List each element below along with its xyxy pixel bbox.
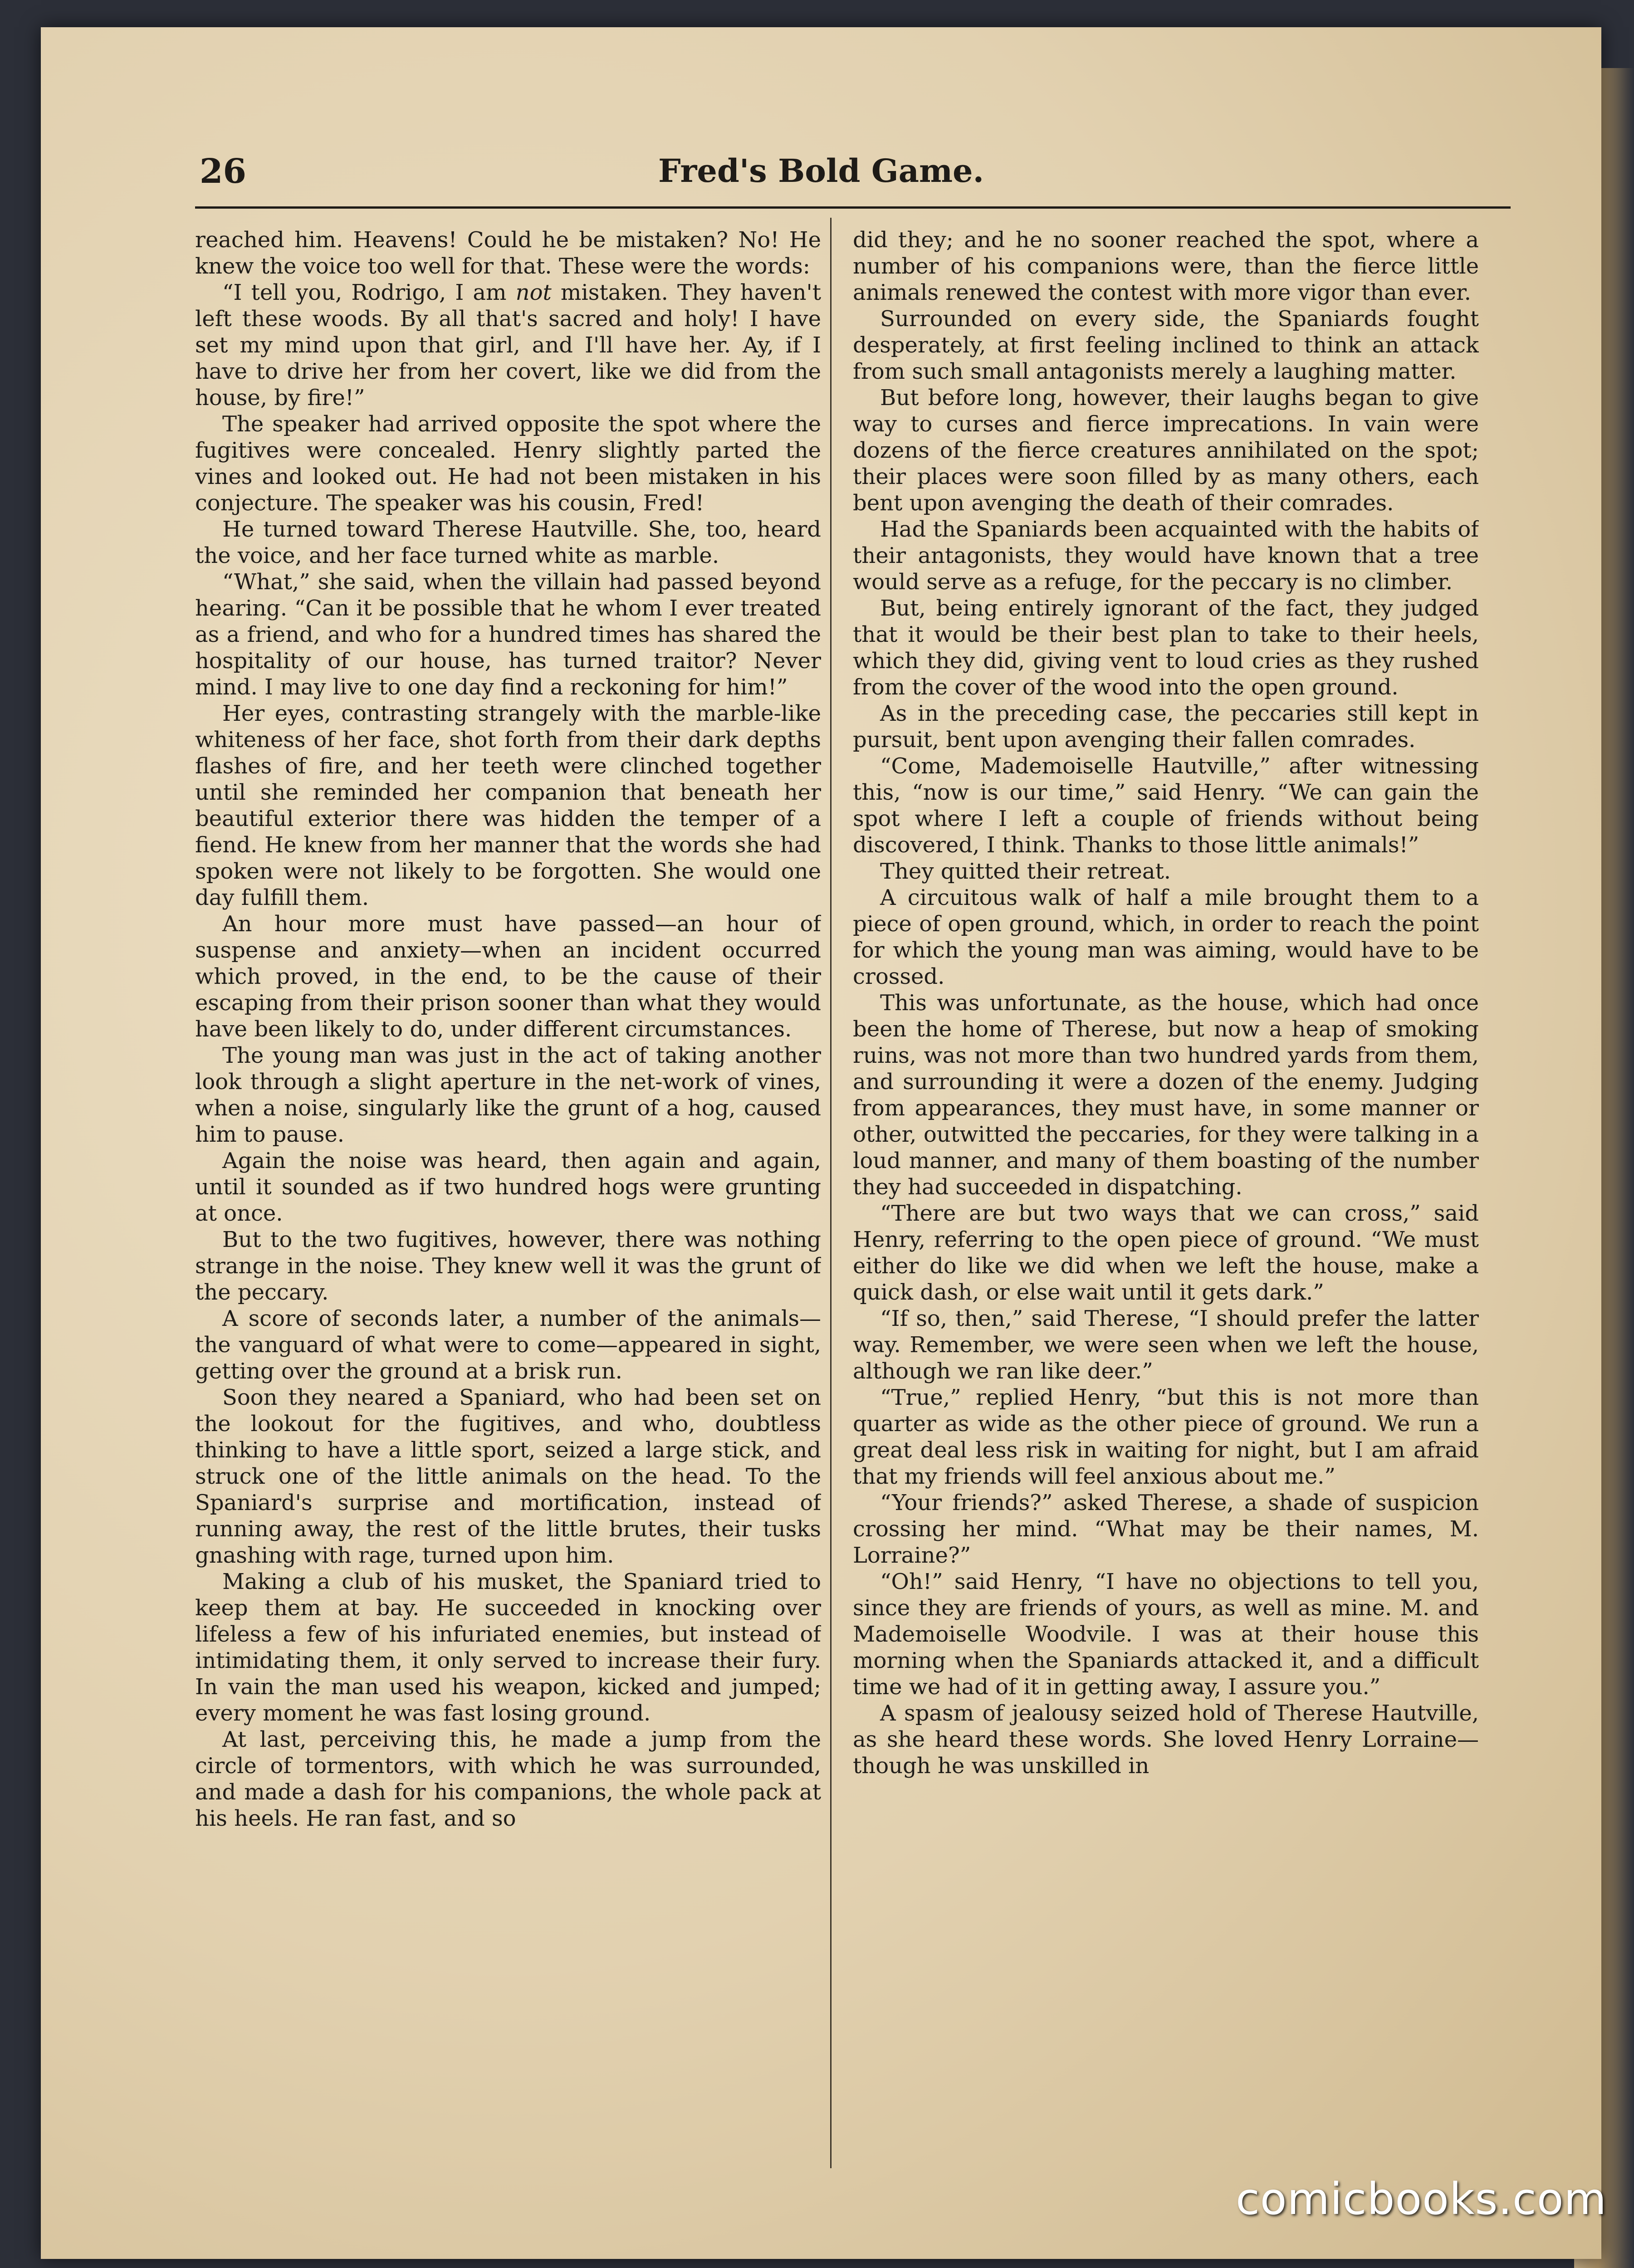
- paragraph: Again the noise was heard, then again and again, until it sounded as if two hundred hogs were grunting at once.: [195, 1148, 821, 1226]
- watermark: comicbooks.com: [1235, 2174, 1607, 2224]
- paragraph: This was unfortunate, as the house, which had once been the home of Therese, but now a heap of smoking ruins, was not more than two hundred yards from them, and surrounding it were a dozen of the enemy. Judging from appearances, they must have, in some manner or other, outwitted the peccaries, for they were talking in a loud manner, and many of them boasting of the number they had succeeded in dispatching.: [853, 990, 1479, 1200]
- paragraph: An hour more must have passed—an hour of suspense and anxiety—when an incident occurred which proved, in the end, to be the cause of their escaping from their prison sooner than what they would have been likely to do, under different circumstances.: [195, 911, 821, 1042]
- paragraph: “There are but two ways that we can cross,” said Henry, referring to the open piece of ground. “We must either do like we did when we left the house, make a quick dash, or else wait until it gets dark.”: [853, 1201, 1479, 1305]
- paragraph: Soon they neared a Spaniard, who had been set on the lookout for the fugitives, and who, doubtless thinking to have a little sport, seized a large stick, and struck one of the little animals on the head. To the Spaniard's surprise and mortification, instead of running away, the rest of the little brutes, their tusks gnashing with rage, turned upon him.: [195, 1385, 821, 1568]
- paragraph: Making a club of his musket, the Spaniard tried to keep them at bay. He succeeded in knocking over lifeless a few of his infuriated enemies, but instead of intimidating them, it only served to increase their fury. In vain the man used his weapon, kicked and jumped; every moment he was fast losing ground.: [195, 1569, 821, 1726]
- paragraph: A spasm of jealousy seized hold of Therese Hautville, as she heard these words. She loved Henry Lorraine—though he was unskilled in: [853, 1701, 1479, 1779]
- paragraph: did they; and he no sooner reached the spot, where a number of his companions were, than the fierce little animals renewed the contest with more vigor than ever.: [853, 227, 1479, 305]
- paragraph: But before long, however, their laughs began to give way to curses and fierce imprecations. In vain were dozens of the fierce creatures annihilated on the spot; their places were soon filled by as many others, each bent upon avenging the death of their comrades.: [853, 385, 1479, 516]
- running-title: Fred's Bold Game.: [658, 152, 984, 190]
- paragraph: At last, perceiving this, he made a jump from the circle of tormentors, with which he was surrounded, and made a dash for his companions, the whole pack at his heels. He ran fast, and so: [195, 1727, 821, 1831]
- paragraph: The speaker had arrived opposite the spot where the fugitives were concealed. Henry slightly parted the vines and looked out. He had not been mistaken in his conjecture. The speaker was his cousin, Fred!: [195, 411, 821, 516]
- column-divider: [830, 218, 832, 2168]
- paragraph: They quitted their retreat.: [880, 859, 1171, 884]
- paragraph: “True,” replied Henry, “but this is not more than quarter as wide as the other piece of ground. We run a great deal less risk in waiting for night, but I am afraid that my friends will feel anxious about me.”: [853, 1385, 1479, 1489]
- right-column: [853, 227, 1479, 2177]
- page-number: 26: [200, 152, 246, 191]
- paragraph: “Your friends?” asked Therese, a shade of suspicion crossing her mind. “What may be their names, M. Lorraine?”: [853, 1490, 1479, 1568]
- paragraph: The young man was just in the act of taking another look through a slight aperture in the net-work of vines, when a noise, singularly like the grunt of a hog, caused him to pause.: [195, 1043, 821, 1147]
- emphasis: not: [515, 280, 552, 305]
- paragraph: “What,” she said, when the villain had passed beyond hearing. “Can it be possible that he whom I ever treated as a friend, and who for a hundred times has shared the hospitality of our house, has turned traitor? Never mind. I may live to one day find a reckoning for him!”: [195, 569, 821, 700]
- paragraph-quote-rodrigo: [195, 279, 821, 411]
- book-page: [41, 27, 1601, 2259]
- paragraph: As in the preceding case, the peccaries still kept in pursuit, bent upon avenging their fallen comrades.: [853, 701, 1479, 753]
- paragraph: reached him. Heavens! Could he be mistaken? No! He knew the voice too well for that. These were the words:: [195, 227, 821, 279]
- text-run: mistaken. They haven't left these woods. By all that's sacred and holy! I have set my mind upon that girl, and I'll have her. Ay, if I have to drive her from her covert, like we did from the house, by fire!”: [195, 280, 821, 411]
- paragraph: Her eyes, contrasting strangely with the marble-like whiteness of her face, shot forth from their dark depths flashes of fire, and her teeth were clinched together until she reminded her companion that beneath her beautiful exterior there was hidden the temper of a fiend. He knew from her manner that the words she had spoken were not likely to be forgotten. She would one day fulfill them.: [195, 701, 821, 910]
- paragraph: “Oh!” said Henry, “I have no objections to tell you, since they are friends of yours, as well as mine. M. and Mademoiselle Woodvile. I was at their house this morning when the Spaniards attacked it, and a difficult time we had of it in getting away, I assure you.”: [853, 1569, 1479, 1700]
- paragraph: But, being entirely ignorant of the fact, they judged that it would be their best plan to take to their heels, which they did, giving vent to loud cries as they rushed from the cover of the wood into the open ground.: [853, 596, 1479, 700]
- paragraph: “Come, Mademoiselle Hautville,” after witnessing this, “now is our time,” said Henry. “We can gain the spot where I left a couple of friends without being discovered, I think. Thanks to those little animals!”: [853, 753, 1479, 858]
- paragraph: A score of seconds later, a number of the animals—the vanguard of what were to come—appeared in sight, getting over the ground at a brisk run.: [195, 1306, 821, 1384]
- paragraph: “If so, then,” said Therese, “I should prefer the latter way. Remember, we were seen when we left the house, although we ran like deer.”: [853, 1306, 1479, 1384]
- left-column: [195, 227, 821, 2177]
- header-rule: [195, 206, 1511, 209]
- paragraph: Surrounded on every side, the Spaniards fought desperately, at first feeling inclined to think an attack from such small antagonists merely a laughing matter.: [853, 306, 1479, 384]
- text-run: “I tell you, Rodrigo, I am: [222, 280, 516, 305]
- paragraph: Had the Spaniards been acquainted with the habits of their antagonists, they would have known that a tree would serve as a refuge, for the peccary is no climber.: [853, 517, 1479, 595]
- paragraph: But to the two fugitives, however, there was nothing strange in the noise. They knew well it was the grunt of the peccary.: [195, 1227, 821, 1305]
- paragraph: He turned toward Therese Hautville. She, too, heard the voice, and her face turned white as marble.: [195, 517, 821, 568]
- paragraph: A circuitous walk of half a mile brought them to a piece of open ground, which, in order to reach the point for which the young man was aiming, would have to be crossed.: [853, 885, 1479, 989]
